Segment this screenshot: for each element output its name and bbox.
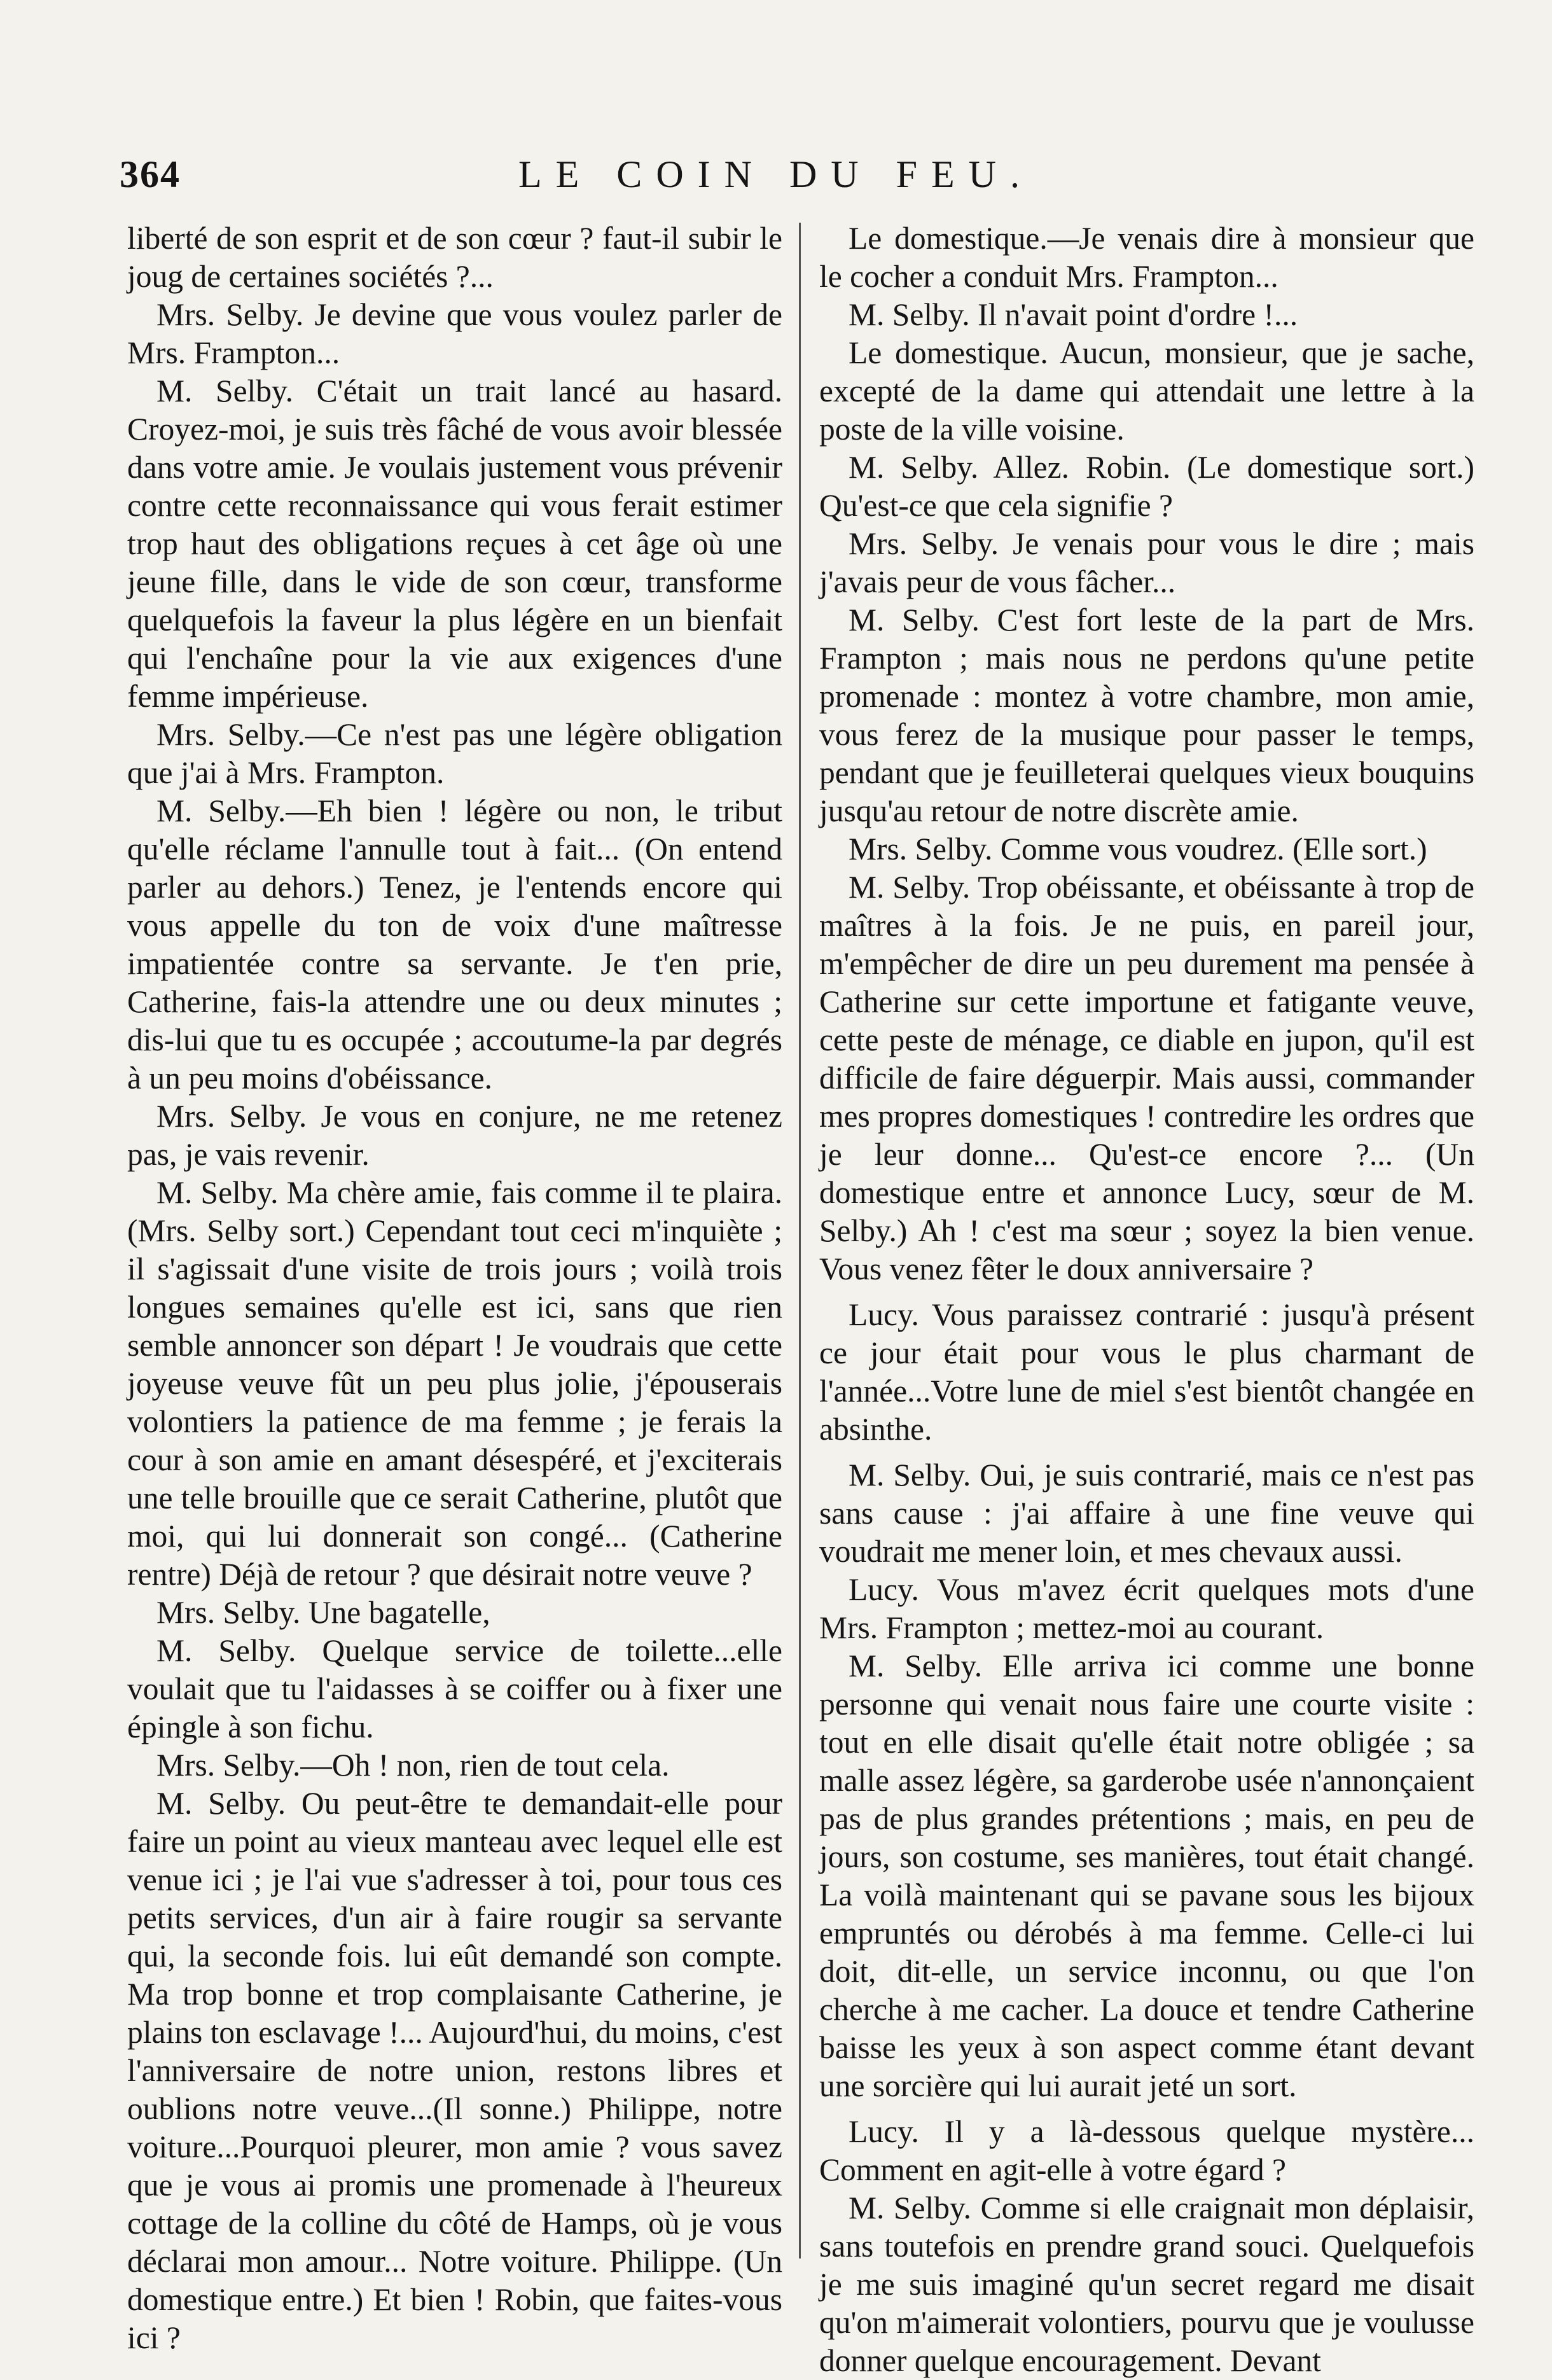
paragraph: Mrs. Selby.—Oh ! non, rien de tout cela.: [156, 1748, 670, 1783]
paragraph: M. Selby. Allez. Robin. (Le domestique sort.) Qu'est-ce que cela signifie ?: [819, 450, 1474, 523]
paragraph: Le domestique. Aucun, monsieur, que je sache, excepté de la dame qui attendait une lettre à la poste de la ville voisine.: [819, 335, 1474, 447]
running-title: LE COIN DU FEU.: [518, 153, 1034, 195]
paragraph: Mrs. Selby. Je vous en conjure, ne me retenez pas, je vais revenir.: [127, 1099, 782, 1172]
paragraph: M. Selby. Oui, je suis contrarié, mais ce n'est pas sans cause : j'ai affaire à une fine veuve qui voudrait me mener loin, et mes chevaux aussi.: [819, 1458, 1474, 1569]
paragraph: M. Selby. C'était un trait lancé au hasard. Croyez-moi, je suis très fâché de vous avoir blessée dans votre amie. Je voulais justement vous prévenir contre cette reconnaissance qui vous ferait estimer trop haut des obligations reçues à cet âge où une jeune fille, dans le vide de son cœur, transforme quelquefois la faveur la plus légère en un bienfait qui l'enchaîne pour la vie aux exigences d'une femme impérieuse.: [127, 373, 782, 714]
paragraph: Mrs. Selby. Je venais pour vous le dire ; mais j'avais peur de vous fâcher...: [819, 526, 1474, 599]
paragraph: Mrs. Selby. Une bagatelle,: [156, 1595, 490, 1630]
paragraph: M. Selby. Elle arriva ici comme une bonne personne qui venait nous faire une courte visite : tout en elle disait qu'elle était notre obligée ; sa malle assez légère, sa garderobe usée n'annonçaient pas de plus grandes prétentions ; mais, en peu de jours, son costume, ses manières, tout était changé. La voilà maintenant qui se pavane sous les bijoux empruntés ou dérobés à ma femme. Celle-ci lui doit, dit-elle, un service inconnu, ou que l'on cherche à me cacher. La douce et tendre Catherine baisse les yeux à son aspect comme étant devant une sorcière qui lui aurait jeté un sort.: [819, 1648, 1474, 2103]
left-column: [127, 219, 782, 2355]
page-number: 364: [120, 153, 181, 195]
paragraph: liberté de son esprit et de son cœur ? faut-il subir le joug de certaines sociétés ?...: [127, 221, 782, 294]
paragraph: Mrs. Selby. Comme vous voudrez. (Elle sort.): [849, 832, 1427, 866]
paragraph: Le domestique.—Je venais dire à monsieur que le cocher a conduit Mrs. Frampton...: [819, 221, 1474, 294]
page-header: [0, 153, 1552, 204]
paragraph: M. Selby. C'est fort leste de la part de Mrs. Frampton ; mais nous ne perdons qu'une petite promenade : montez à votre chambre, mon amie, vous ferez de la musique pour passer le temps, pendant que je feuilleterai quelques vieux bouquins jusqu'au retour de notre discrète amie.: [819, 602, 1474, 828]
paragraph: M. Selby. Il n'avait point d'ordre !...: [849, 297, 1298, 332]
paragraph: M. Selby. Comme si elle craignait mon déplaisir, sans toutefois en prendre grand souci. Quelquefois je me suis imaginé qu'un secret regard me disait qu'on m'aimerait volontiers, pourvu que je voulusse donner quelque encouragement. Devant: [819, 2190, 1474, 2378]
paragraph: Lucy. Vous paraissez contrarié : jusqu'à présent ce jour était pour vous le plus charmant de l'année...Votre lune de miel s'est bientôt changée en absinthe.: [819, 1297, 1474, 1447]
paragraph: M. Selby. Quelque service de toilette...elle voulait que tu l'aidasses à se coiffer ou à fixer une épingle à son fichu.: [127, 1633, 782, 1744]
paragraph: M. Selby. Trop obéissante, et obéissante à trop de maîtres à la fois. Je ne puis, en pareil jour, m'empêcher de dire un peu durement ma pensée à Catherine sur cette importune et fatigante veuve, cette peste de ménage, ce diable en jupon, qu'il est difficile de faire déguerpir. Mais aussi, commander mes propres domestiques ! contredire les ordres que je leur donne... Qu'est-ce encore ?... (Un domestique entre et annonce Lucy, sœur de M. Selby.) Ah ! c'est ma sœur ; soyez la bien venue. Vous venez fêter le doux anniversaire ?: [819, 870, 1474, 1286]
paragraph: Mrs. Selby.—Ce n'est pas une légère obligation que j'ai à Mrs. Frampton.: [127, 717, 782, 790]
paragraph: M. Selby. Ma chère amie, fais comme il te plaira. (Mrs. Selby sort.) Cependant tout ceci m'inquiète ; il s'agissait d'une visite de trois jours ; voilà trois longues semaines qu'elle est ici, sans que rien semble annoncer son départ ! Je voudrais que cette joyeuse veuve fût un peu plus jolie, j'épouserais volontiers la patience de ma femme ; je ferais la cour à son amie en amant désespéré, et j'exciterais une telle brouille que ce serait Catherine, plutôt que moi, qui lui donnerait son congé... (Catherine rentre) Déjà de retour ? que désirait notre veuve ?: [127, 1175, 782, 1592]
paragraph: Lucy. Il y a là-dessous quelque mystère... Comment en agit-elle à votre égard ?: [819, 2114, 1474, 2187]
paragraph: M. Selby. Ou peut-être te demandait-elle pour faire un point au vieux manteau avec lequel elle est venue ici ; je l'ai vue s'adresser à toi, pour tous ces petits services, d'un air à faire rougir sa servante qui, la seconde fois. lui eût demandé son compte. Ma trop bonne et trop complaisante Catherine, je plains ton esclavage !... Aujourd'hui, du moins, c'est l'anniversaire de notre union, restons libres et oublions notre veuve...(Il sonne.) Philippe, notre voiture...Pourquoi pleurer, mon amie ? vous savez que je vous ai promis une promenade à l'heureux cottage de la colline du côté de Hamps, où je vous déclarai mon amour... Notre voiture. Philippe. (Un domestique entre.) Et bien ! Robin, que faites-vous ici ?: [127, 1786, 782, 2355]
paragraph: Mrs. Selby. Je devine que vous voulez parler de Mrs. Frampton...: [127, 297, 782, 370]
paragraph: Lucy. Vous m'avez écrit quelques mots d'une Mrs. Frampton ; mettez-moi au courant.: [819, 1572, 1474, 1645]
right-column: [819, 219, 1474, 2378]
paragraph: M. Selby.—Eh bien ! légère ou non, le tribut qu'elle réclame l'annulle tout à fait... (On entend parler au dehors.) Tenez, je l'entends encore qui vous appelle du ton de voix d'une maîtresse impatientée contre sa servante. Je t'en prie, Catherine, fais-la attendre une ou deux minutes ; dis-lui que tu es occupée ; accoutume-la par degrés à un peu moins d'obéissance.: [127, 793, 782, 1096]
column-divider: [799, 223, 801, 2258]
